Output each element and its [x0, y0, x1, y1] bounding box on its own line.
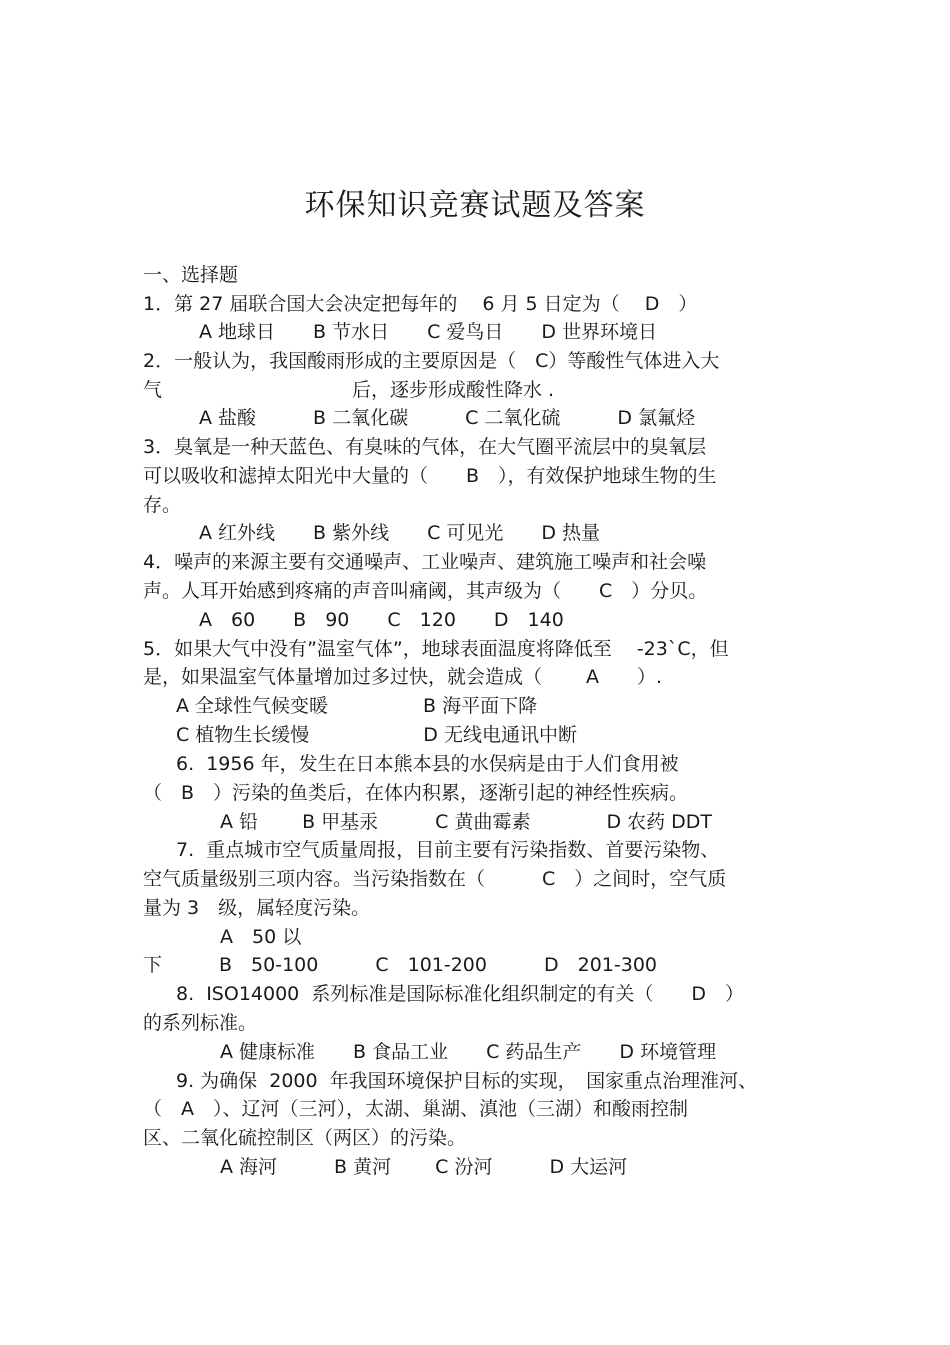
question-7: 7. 重点城市空气质量周报，目前主要有污染指数、首要污染物、 [176, 839, 720, 861]
question-1: 1．第 27 届联合国大会决定把每年的 6 月 5 日定为（ D ） [143, 293, 698, 315]
options-5: A 全球性气候变暖 B 海平面下降 [176, 695, 538, 717]
question-6: 6. 1956 年，发生在日本熊本县的水俣病是由于人们食用被 [176, 753, 679, 775]
options-3: A 红外线 B 紫外线 C 可见光 D 热量 [199, 522, 601, 544]
options-7: A 50 以 [220, 926, 302, 948]
question-3-cont: 可以吸收和滤掉太阳光中大量的（ B ），有效保护地球生物的生 [143, 465, 717, 487]
section-heading: 一、选择题 [143, 264, 239, 286]
question-7-cont: 空气质量级别三项内容。当污染指数在（ C ）之间时，空气质 [143, 868, 727, 890]
question-6-cont: （ B ）污染的鱼类后，在体内积累，逐渐引起的神经性疾病。 [143, 782, 689, 804]
question-4: 4．噪声的来源主要有交通噪声、工业噪声、建筑施工噪声和社会噪 [143, 551, 707, 573]
question-5: 5．如果大气中没有”温室气体”，地球表面温度将降低至 -23`C，但 [143, 638, 729, 660]
options-4: A 60 B 90 C 120 D 140 [199, 609, 564, 631]
options-5: C 植物生长缓慢 D 无线电通讯中断 [176, 724, 577, 746]
question-8: 8. ISO14000 系列标准是国际标准化组织制定的有关（ D ） [176, 983, 744, 1005]
question-5-cont: 是，如果温室气体量增加过多过快，就会造成（ A ）. [143, 666, 663, 688]
question-2-cont: 气 后，逐步形成酸性降水 . [143, 379, 555, 401]
options-7: 下 B 50-100 C 101-200 D 201-300 [143, 954, 658, 976]
options-1: A 地球日 B 节水日 C 爱鸟日 D 世界环境日 [199, 321, 658, 343]
options-6: A 铅 B 甲基汞 C 黄曲霉素 D 农药 DDT [220, 811, 713, 833]
page-title: 环保知识竞赛试题及答案 [304, 188, 646, 223]
question-7-cont: 量为 3 级，属轻度污染。 [143, 897, 371, 919]
question-3: 3．臭氧是一种天蓝色、有臭味的气体，在大气圈平流层中的臭氧层 [143, 436, 707, 458]
question-9-cont: （ A ）、辽河（三河），太湖、巢湖、滇池（三湖）和酸雨控制 [143, 1098, 688, 1120]
options-8: A 健康标准 B 食品工业 C 药品生产 D 环境管理 [220, 1041, 717, 1063]
question-4-cont: 声。人耳开始感到疼痛的声音叫痛阈，其声级为（ C ）分贝。 [143, 580, 708, 602]
question-9-cont: 区、二氧化硫控制区（两区）的污染。 [143, 1127, 467, 1149]
question-3-cont: 存。 [143, 494, 182, 516]
question-2: 2．一般认为，我国酸雨形成的主要原因是（ C）等酸性气体进入大 [143, 350, 720, 372]
question-8-cont: 的系列标准。 [143, 1012, 258, 1034]
options-9: A 海河 B 黄河 C 汾河 D 大运河 [220, 1156, 628, 1178]
question-9: 9. 为确保 2000 年我国环境保护目标的实现， 国家重点治理淮河、 [176, 1070, 758, 1092]
options-2: A 盐酸 B 二氧化碳 C 二氧化硫 D 氯氟烃 [199, 407, 696, 429]
